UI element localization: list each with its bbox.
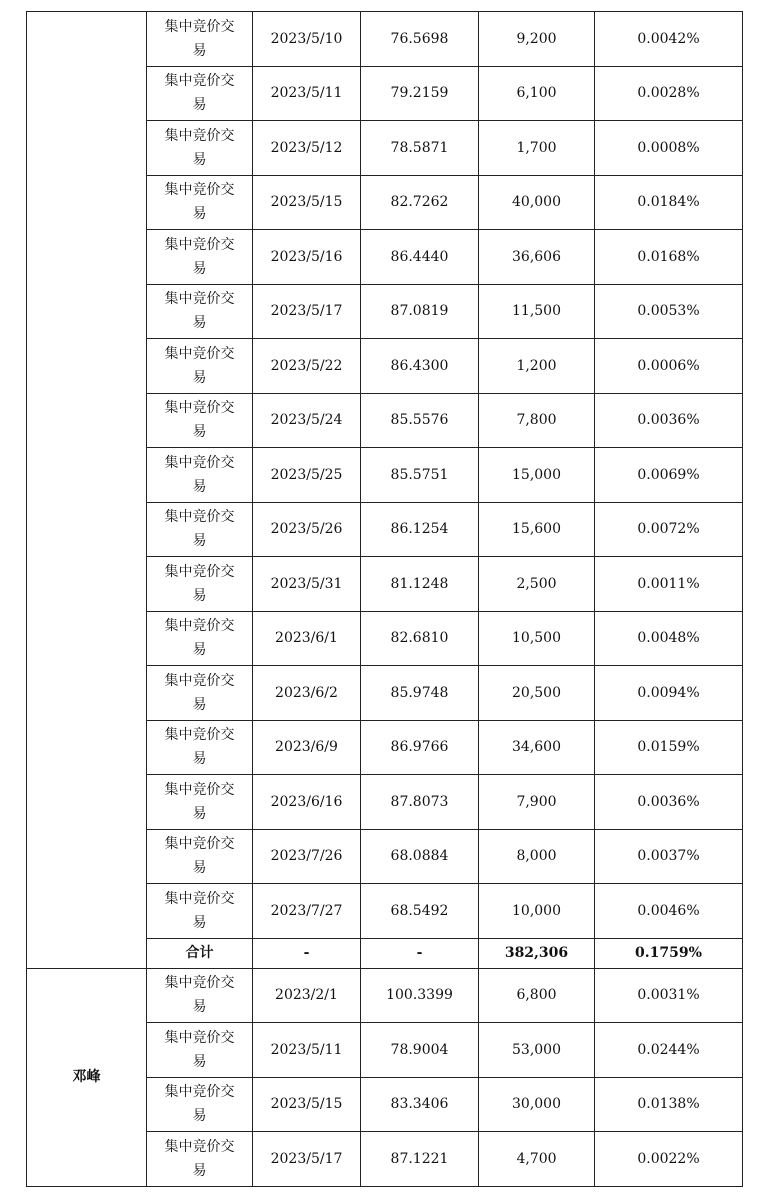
method-line-1: 集中竞价交 — [164, 618, 235, 635]
method-line-2: 易 — [192, 1162, 207, 1179]
price-cell: 86.4440 — [361, 230, 479, 285]
method-cell — [147, 720, 253, 775]
method-cell — [147, 284, 253, 339]
person-name-cell — [27, 12, 147, 969]
method-cell — [147, 448, 253, 503]
method-cell — [147, 1077, 253, 1132]
price-cell: 78.9004 — [361, 1023, 479, 1078]
date-cell: 2023/6/9 — [253, 720, 361, 775]
method-line-2: 易 — [192, 805, 207, 822]
shares-cell: 6,800 — [479, 968, 595, 1023]
method-line-1: 集中竞价交 — [164, 127, 235, 144]
method-line-2: 易 — [192, 206, 207, 223]
method-cell — [147, 775, 253, 830]
price-cell: 87.0819 — [361, 284, 479, 339]
table-row — [27, 12, 743, 67]
shares-cell: 6,100 — [479, 66, 595, 121]
price-cell: 78.5871 — [361, 121, 479, 176]
ratio-cell: 0.0138% — [595, 1077, 743, 1132]
ratio-cell: 0.0048% — [595, 611, 743, 666]
ratio-cell: 0.0028% — [595, 66, 743, 121]
shares-cell: 10,000 — [479, 884, 595, 939]
method-line-2: 易 — [192, 999, 207, 1016]
method-line-1: 集中竞价交 — [164, 18, 235, 35]
method-cell — [147, 66, 253, 121]
method-cell — [147, 829, 253, 884]
date-cell: 2023/5/11 — [253, 1023, 361, 1078]
method-line-2: 易 — [192, 42, 207, 59]
ratio-cell: 0.0008% — [595, 121, 743, 176]
ratio-cell: 0.0006% — [595, 339, 743, 394]
shares-cell: 1,700 — [479, 121, 595, 176]
ratio-cell: 0.0046% — [595, 884, 743, 939]
date-cell: 2023/5/17 — [253, 284, 361, 339]
method-line-2: 易 — [192, 478, 207, 495]
method-line-2: 易 — [192, 860, 207, 877]
shares-cell: 15,000 — [479, 448, 595, 503]
method-line-2: 易 — [192, 424, 207, 441]
shares-cell: 7,900 — [479, 775, 595, 830]
method-cell — [147, 339, 253, 394]
date-cell: 2023/5/17 — [253, 1132, 361, 1187]
shares-cell: 15,600 — [479, 502, 595, 557]
method-line-2: 易 — [192, 369, 207, 386]
shares-cell: 8,000 — [479, 829, 595, 884]
shares-cell: 30,000 — [479, 1077, 595, 1132]
date-cell: 2023/5/22 — [253, 339, 361, 394]
method-line-2: 易 — [192, 97, 207, 114]
ratio-cell: 0.0094% — [595, 666, 743, 721]
price-cell: 85.5751 — [361, 448, 479, 503]
method-line-1: 集中竞价交 — [164, 672, 235, 689]
method-line-2: 易 — [192, 315, 207, 332]
method-cell — [147, 884, 253, 939]
method-cell — [147, 121, 253, 176]
price-cell: 100.3399 — [361, 968, 479, 1023]
method-line-1: 集中竞价交 — [164, 73, 235, 90]
method-line-2: 易 — [192, 151, 207, 168]
total-date-cell: - — [253, 938, 361, 968]
method-line-1: 集中竞价交 — [164, 781, 235, 798]
price-cell: 82.7262 — [361, 175, 479, 230]
method-line-1: 集中竞价交 — [164, 182, 235, 199]
date-cell: 2023/6/2 — [253, 666, 361, 721]
method-cell — [147, 666, 253, 721]
method-line-1: 集中竞价交 — [164, 1138, 235, 1155]
date-cell: 2023/6/16 — [253, 775, 361, 830]
ratio-cell: 0.0022% — [595, 1132, 743, 1187]
price-cell: 68.5492 — [361, 884, 479, 939]
person-name-cell: 邓峰 — [27, 968, 147, 1186]
date-cell: 2023/2/1 — [253, 968, 361, 1023]
shares-cell: 34,600 — [479, 720, 595, 775]
price-cell: 86.4300 — [361, 339, 479, 394]
shares-cell: 4,700 — [479, 1132, 595, 1187]
method-line-2: 易 — [192, 1108, 207, 1125]
price-cell: 68.0884 — [361, 829, 479, 884]
method-line-1: 集中竞价交 — [164, 727, 235, 744]
shares-cell: 2,500 — [479, 557, 595, 612]
method-line-2: 易 — [192, 914, 207, 931]
method-cell — [147, 611, 253, 666]
method-line-2: 易 — [192, 1053, 207, 1070]
shares-cell: 7,800 — [479, 393, 595, 448]
ratio-cell: 0.0069% — [595, 448, 743, 503]
method-line-1: 集中竞价交 — [164, 400, 235, 417]
ratio-cell: 0.0184% — [595, 175, 743, 230]
price-cell: 82.6810 — [361, 611, 479, 666]
date-cell: 2023/5/25 — [253, 448, 361, 503]
ratio-cell: 0.0168% — [595, 230, 743, 285]
price-cell: 76.5698 — [361, 12, 479, 67]
price-cell: 85.5576 — [361, 393, 479, 448]
price-cell: 85.9748 — [361, 666, 479, 721]
date-cell: 2023/5/10 — [253, 12, 361, 67]
method-line-2: 易 — [192, 642, 207, 659]
method-line-1: 集中竞价交 — [164, 1029, 235, 1046]
method-line-1: 集中竞价交 — [164, 345, 235, 362]
total-ratio-cell: 0.1759% — [595, 938, 743, 968]
price-cell: 87.1221 — [361, 1132, 479, 1187]
ratio-cell: 0.0037% — [595, 829, 743, 884]
date-cell: 2023/6/1 — [253, 611, 361, 666]
date-cell: 2023/5/16 — [253, 230, 361, 285]
shares-cell: 1,200 — [479, 339, 595, 394]
method-line-2: 易 — [192, 260, 207, 277]
date-cell: 2023/5/12 — [253, 121, 361, 176]
method-cell — [147, 393, 253, 448]
shares-cell: 20,500 — [479, 666, 595, 721]
total-shares-cell: 382,306 — [479, 938, 595, 968]
total-label-cell: 合计 — [147, 938, 253, 968]
price-cell: 87.8073 — [361, 775, 479, 830]
method-cell — [147, 12, 253, 67]
shares-cell: 40,000 — [479, 175, 595, 230]
method-cell — [147, 557, 253, 612]
method-line-1: 集中竞价交 — [164, 563, 235, 580]
method-line-2: 易 — [192, 533, 207, 550]
method-line-1: 集中竞价交 — [164, 890, 235, 907]
shares-cell: 10,500 — [479, 611, 595, 666]
ratio-cell: 0.0011% — [595, 557, 743, 612]
price-cell: 79.2159 — [361, 66, 479, 121]
date-cell: 2023/5/11 — [253, 66, 361, 121]
method-line-1: 集中竞价交 — [164, 836, 235, 853]
method-cell — [147, 1132, 253, 1187]
table-body — [27, 12, 743, 1187]
method-line-1: 集中竞价交 — [164, 509, 235, 526]
method-cell — [147, 230, 253, 285]
price-cell: 86.9766 — [361, 720, 479, 775]
method-line-1: 集中竞价交 — [164, 975, 235, 992]
ratio-cell: 0.0072% — [595, 502, 743, 557]
ratio-cell: 0.0031% — [595, 968, 743, 1023]
shares-cell: 9,200 — [479, 12, 595, 67]
ratio-cell: 0.0036% — [595, 393, 743, 448]
method-line-1: 集中竞价交 — [164, 236, 235, 253]
total-price-cell: - — [361, 938, 479, 968]
date-cell: 2023/5/15 — [253, 1077, 361, 1132]
ratio-cell: 0.0042% — [595, 12, 743, 67]
method-line-2: 易 — [192, 696, 207, 713]
method-line-2: 易 — [192, 587, 207, 604]
method-cell — [147, 175, 253, 230]
method-line-1: 集中竞价交 — [164, 1084, 235, 1101]
method-line-1: 集中竞价交 — [164, 291, 235, 308]
date-cell: 2023/5/26 — [253, 502, 361, 557]
ratio-cell: 0.0159% — [595, 720, 743, 775]
ratio-cell: 0.0244% — [595, 1023, 743, 1078]
price-cell: 86.1254 — [361, 502, 479, 557]
method-line-1: 集中竞价交 — [164, 454, 235, 471]
shareholding-reduction-table — [26, 11, 743, 1187]
date-cell: 2023/7/26 — [253, 829, 361, 884]
shares-cell: 11,500 — [479, 284, 595, 339]
date-cell: 2023/5/15 — [253, 175, 361, 230]
price-cell: 81.1248 — [361, 557, 479, 612]
date-cell: 2023/5/24 — [253, 393, 361, 448]
shares-cell: 53,000 — [479, 1023, 595, 1078]
method-cell — [147, 968, 253, 1023]
method-cell — [147, 502, 253, 557]
price-cell: 83.3406 — [361, 1077, 479, 1132]
ratio-cell: 0.0036% — [595, 775, 743, 830]
method-cell — [147, 1023, 253, 1078]
date-cell: 2023/7/27 — [253, 884, 361, 939]
method-line-2: 易 — [192, 751, 207, 768]
date-cell: 2023/5/31 — [253, 557, 361, 612]
shares-cell: 36,606 — [479, 230, 595, 285]
ratio-cell: 0.0053% — [595, 284, 743, 339]
table-row — [27, 968, 743, 1023]
